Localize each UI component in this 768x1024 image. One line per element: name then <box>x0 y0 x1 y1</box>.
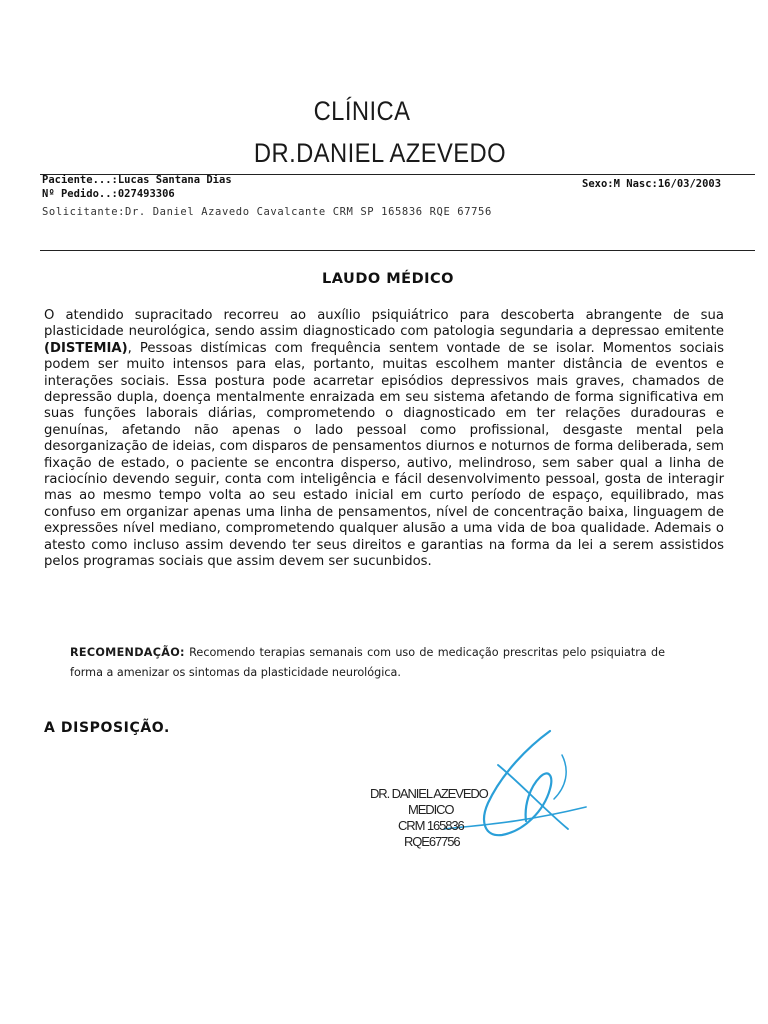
signature-stroke-hook <box>554 755 566 799</box>
report-body <box>44 308 724 571</box>
signature-doctor-name: DR. DANIEL AZEVEDO <box>370 786 488 801</box>
header-bottom-rule <box>40 250 755 251</box>
signature-stroke-cross <box>498 765 568 829</box>
report-title: LAUDO MÉDICO <box>322 271 454 287</box>
recommendation-text: Recomendo terapias semanais com uso de medicação prescritas pelo psiquiatra de forma a amenizar os sintomas da plasticidade neurológica. <box>70 646 665 679</box>
recommendation-paragraph <box>70 643 665 683</box>
report-body-part2: , Pessoas distímicas com frequência sentem vontade de se isolar. Momentos sociais podem ser muito intensos para elas, portanto, muitas escolhem manter distância de eventos e interações sociais. Essa postura pode acarretar episódios depressivos mais graves, chamados de depressão dupla, doença mentalmente enraizada em seu sistema afetando de forma significativa em suas funções laborais diárias, comprometendo o diagnosticado em ter relações duradouras e genuínas, afetando não apenas o lado pessoal como profissional, desgaste mental pela desorganização de ideias, com disparos de pensamentos diurnos e noturnos de forma deliberada, sem fixação de estado, o paciente se encontra disperso, autivo, melindroso, sem saber qual a linha de raciocínio devendo seguir, conta com inteligência e fácil desenvolvimento pessoal, gosta de interagir mas ao mesmo tempo volta ao seu estado inicial em curto período de espaço, equilibrado, mas confuso em organizar apenas uma linha de pensamentos, nível de concentração baixa, linguagem de expressões nível mediano, comprometendo qualquer alusão a uma vida de boa qualidade. Ademais o atesto como incluso assim devendo ter seus direitos e garantias na forma da lei a serem assistidos pelos programas sociais que assim devem ser sucunbidos. <box>44 340 724 570</box>
patient-sex-birth: Sexo:M Nasc:16/03/2003 <box>582 178 722 190</box>
signature-rqe: RQE67756 <box>404 834 460 849</box>
requester-line: Solicitante:Dr. Daniel Azavedo Cavalcante CRM SP 165836 RQE 67756 <box>42 206 492 218</box>
closing-statement: A DISPOSIÇÃO. <box>44 720 170 736</box>
recommendation-label: RECOMENDAÇÃO: <box>70 646 185 659</box>
diagnosis-term: (DISTEMIA) <box>44 340 128 356</box>
order-number-line: Nº Pedido..:027493306 <box>42 188 175 200</box>
signature-crm: CRM 165836 <box>398 818 464 833</box>
patient-name-line: Paciente...:Lucas Santana Dias <box>42 174 232 186</box>
clinic-title-line2: DR.DANIEL AZEVEDO <box>253 138 507 168</box>
clinic-title-line1: CLÍNICA <box>313 96 411 126</box>
signature-role: MEDICO <box>408 802 454 817</box>
report-body-part1: O atendido supracitado recorreu ao auxílio psiquiátrico para descoberta abrangente de sua plasticidade neurológica, sendo assim diagnosticado com patologia segundaria a depressao emitente <box>44 308 724 340</box>
